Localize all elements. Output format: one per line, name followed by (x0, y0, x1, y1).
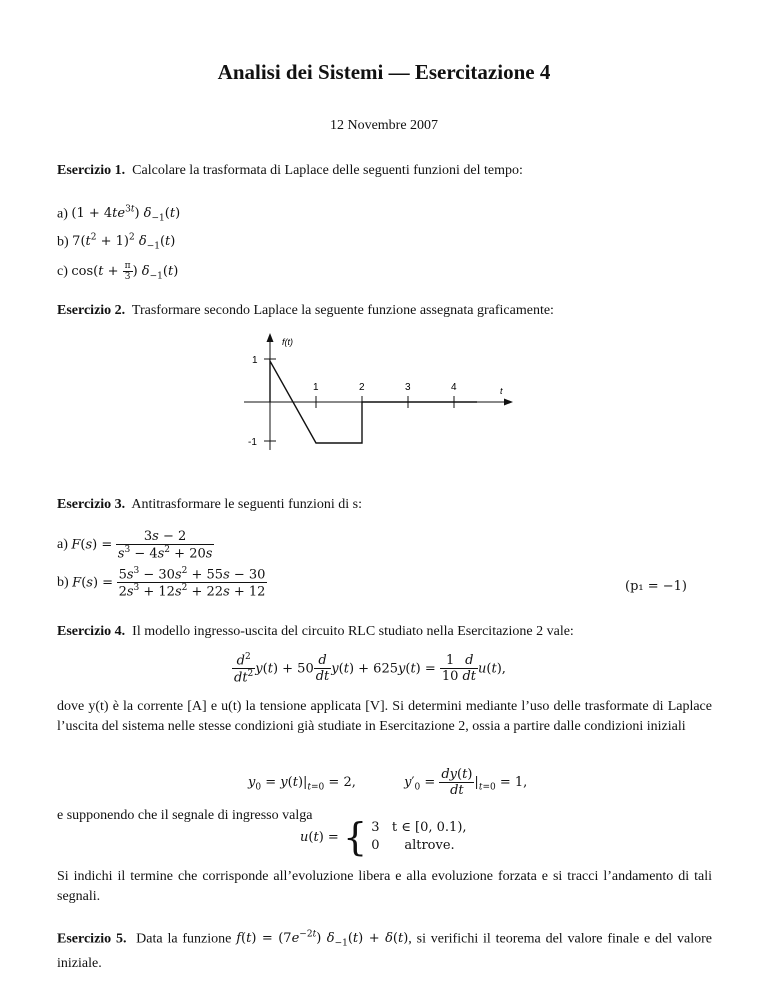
exercise-4-text: Il modello ingresso-uscita del circuito RLC studiato nella Esercitazione 2 vale: (132, 624, 574, 639)
function-plot (236, 330, 526, 460)
formula: cos(t + $\frac{\pi}{3}$ ) $\delta_{-1}(t)$ (71, 261, 179, 282)
exercise-5-label: Esercizio 5. (57, 931, 127, 947)
item-label: b) (57, 574, 69, 590)
exercise-2-text: Trasformare secondo Laplace la seguente funzione assegnata graficamente: (131, 303, 554, 318)
fraction: $\frac{3s - 2}{s^3 - 4s^2 + 20s}$ (117, 529, 213, 562)
document-date: 12 Novembre 2007 (329, 118, 439, 133)
exercise-1-item-c (57, 261, 178, 282)
input-signal-definition: u(t) = { 3 t ∈ [0, 0.1), 0 altrove. (300, 815, 467, 859)
exercise-1-label: Esercizio 1. (57, 163, 126, 178)
exercise-3-label: Esercizio 3. (57, 497, 126, 512)
item-label: a) (57, 537, 68, 553)
xtick-4-label: 4 (451, 382, 457, 393)
ytick-neg1-label: -1 (248, 437, 257, 448)
item-label: c) (57, 264, 68, 279)
xtick-1-label: 1 (313, 382, 319, 393)
exercise-2-label: Esercizio 2. (57, 303, 126, 318)
exercise-1-heading (57, 163, 523, 179)
exercise-1-text: Calcolare la trasformata di Laplace delle seguenti funzioni del tempo: (132, 163, 523, 178)
x-axis-label: t (500, 386, 503, 396)
exercise-4-paragraph-1: dove y(t) è la corrente [A] e u(t) la tensione applicata [V]. Si determini mediante l’uso delle trasformate di Laplace l’uscita del sistema nelle stesse condizioni già studiate in Esercitazione 2, ossia a partire dalle condizioni iniziali (57, 699, 712, 734)
x-axis-arrow (504, 399, 513, 406)
initial-conditions: $y_0 = y(t)|_{t=0} = 2$, $y'_0$ = $\frac{dy(t)}{dt}$ $|_{t=0} = 1$, (248, 767, 528, 798)
xtick-3-label: 3 (405, 382, 411, 393)
formula: $7(t^2 + 1)^2$ $\delta_{-1}(t)$ (72, 233, 176, 252)
y-axis-arrow (267, 333, 274, 342)
xtick-2-label: 2 (359, 382, 365, 393)
exercise-4-paragraph-3: Si indichi il termine che corrisponde all’evoluzione libera e alla evoluzione forzata e si tracci l’andamento di tali segnali. (57, 869, 712, 904)
formula: $(1 + 4te^{3t})$ $\delta_{-1}(t)$ (71, 205, 181, 224)
exercise-3-item-b (57, 566, 267, 600)
exercise-1-item-a (57, 205, 180, 224)
exercise-2-heading (57, 303, 554, 319)
exercise-5-text: , si verifichi il teorema del valore finale e del valore iniziale. (57, 931, 712, 971)
exercise-1-item-b (57, 233, 175, 252)
input-case-1: 3 t ∈ [0, 0.1), (371, 820, 467, 835)
exercise-4-label: Esercizio 4. (57, 624, 126, 639)
item-label: b) (57, 234, 69, 250)
exercise-5: Esercizio 5. Data la funzione $f(t) = (7e^{-2t}) \delta_{-1}(t) + \delta(t)$, si verifichi il teorema del valore finale e del valore iniziale. (57, 930, 712, 971)
page-title: Analisi dei Sistemi — Esercitazione 4 (217, 60, 551, 84)
input-case-2: 0 altrove. (371, 838, 455, 853)
item-label: a) (57, 206, 68, 222)
y-axis-label: f(t) (282, 337, 293, 347)
fraction: $\frac{5s^3 - 30s^2 + 55s - 30}{2s^3 + 12s^2 + 22s + 12}$ (118, 566, 266, 600)
ytick-1-label: 1 (252, 355, 258, 366)
exercise-3-item-a (57, 529, 214, 561)
exercise-4-heading (57, 624, 574, 640)
formula: F(s) = (71, 537, 113, 553)
formula: F(s) = (72, 575, 114, 591)
rlc-equation: $\frac{d^2}{dt^2}$ y(t) + 50 $\frac{d}{dt}$ y(t) + 625y(t) = $\frac{1}{10}$ $\frac{d}{dt}$ u(t), (234, 652, 506, 686)
pole-note: (p₁ = −1) (625, 579, 687, 594)
exercise-3-text: Antitrasformare le seguenti funzioni di s: (131, 497, 362, 512)
exercise-3-heading (57, 497, 362, 513)
exercise-4-paragraph-2: e supponendo che il segnale di ingresso valga (57, 808, 313, 823)
